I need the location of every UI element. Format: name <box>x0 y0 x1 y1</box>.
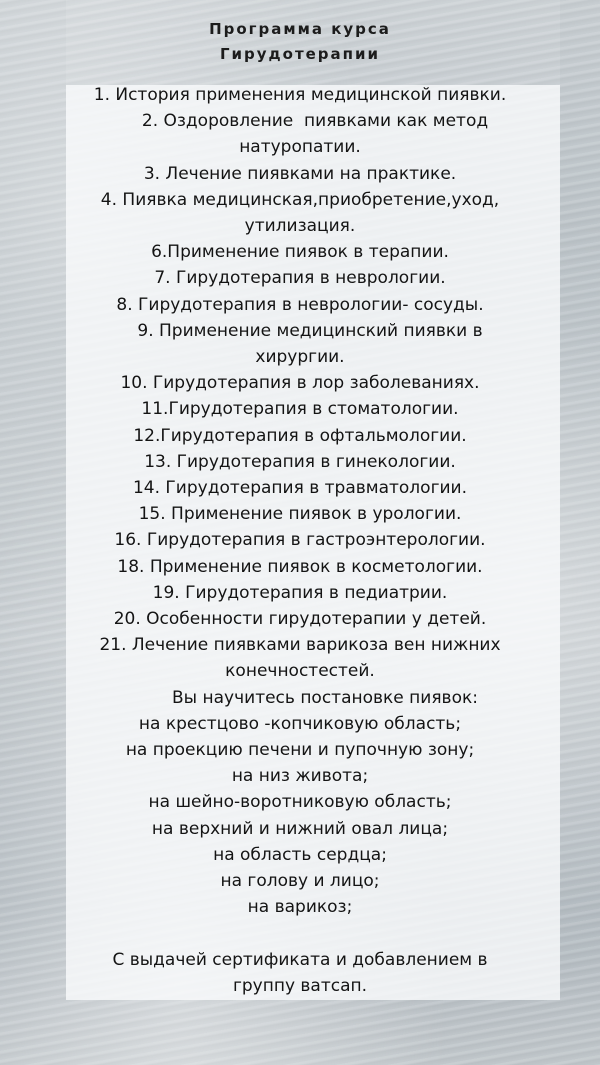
title-line-2: Гирудотерапии <box>219 45 381 63</box>
program-line: 10. Гирудотерапия в лор заболеваниях. <box>120 373 480 394</box>
program-line: на варикоз; <box>247 897 353 918</box>
program-line: 9. Применение медицинский пиявки в <box>137 320 483 341</box>
program-line: натуропатии. <box>239 137 361 158</box>
program-line: 16. Гирудотерапия в гастроэнтерологии. <box>114 530 486 551</box>
program-line: 1. История применения медицинской пиявки. <box>93 85 507 105</box>
program-line: на низ живота; <box>231 766 369 787</box>
program-line: на голову и лицо; <box>220 871 380 892</box>
program-line: 2. Оздоровление пиявками как метод <box>141 111 489 132</box>
program-line: на верхний и нижний овал лица; <box>151 818 449 839</box>
program-line: 7. Гирудотерапия в неврологии. <box>154 268 446 289</box>
program-line: 6.Применение пиявок в терапии. <box>151 242 449 263</box>
program-line: 21. Лечение пиявками варикоза вен нижних <box>99 635 501 656</box>
program-line: 4. Пиявка медицинская,приобретение,уход, <box>100 189 500 210</box>
course-program-text <box>0 82 600 999</box>
program-line: на шейно-воротниковую область; <box>148 792 452 813</box>
blank-line <box>0 921 600 947</box>
program-line: конечностестей. <box>225 661 375 682</box>
program-line: 19. Гирудотерапия в педиатрии. <box>152 582 448 603</box>
program-line: 15. Применение пиявок в урологии. <box>138 504 462 525</box>
program-line: на область сердца; <box>213 844 387 865</box>
program-line: 18. Применение пиявок в косметологии. <box>117 556 483 577</box>
program-line: 12.Гирудотерапия в офтальмологии. <box>133 425 467 446</box>
title-line-1: Программа курса <box>209 20 391 38</box>
program-line: 11.Гирудотерапия в стоматологии. <box>141 399 459 420</box>
program-line: 13. Гирудотерапия в гинекологии. <box>144 451 456 472</box>
program-line: 14. Гирудотерапия в травматологии. <box>132 478 468 499</box>
program-line: С выдачей сертификата и добавлением в <box>112 949 488 970</box>
program-line: Вы научитесь постановке пиявок: <box>172 687 478 708</box>
program-line: хирургии. <box>255 347 345 368</box>
page-title <box>0 17 600 67</box>
program-line: 8. Гирудотерапия в неврологии- сосуды. <box>116 294 484 315</box>
program-line: на проекцию печени и пупочную зону; <box>125 740 475 761</box>
program-line: 20. Особенности гирудотерапии у детей. <box>113 609 487 630</box>
program-line: утилизация. <box>244 216 356 237</box>
program-line: на крестцово -копчиковую область; <box>138 713 462 734</box>
program-line: 3. Лечение пиявками на практике. <box>143 163 457 184</box>
program-line: группу ватсап. <box>232 975 368 996</box>
